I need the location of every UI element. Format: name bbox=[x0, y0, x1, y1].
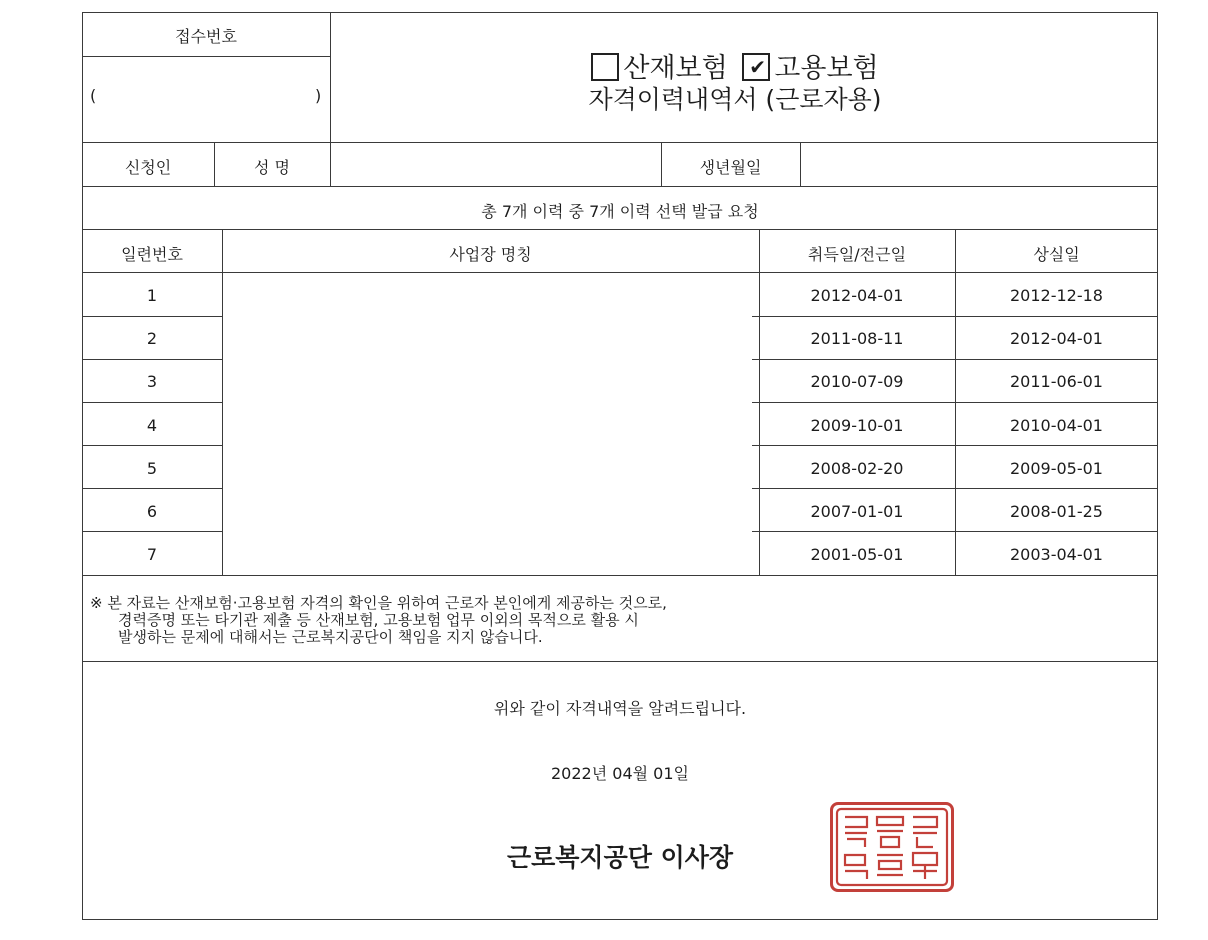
header-serial-no: 일련번호 bbox=[121, 245, 183, 264]
birth-date-label: 생년월일 bbox=[699, 158, 762, 177]
rule bbox=[82, 402, 222, 403]
rule bbox=[82, 445, 222, 446]
lost-date: 2010-04-01 bbox=[1010, 416, 1103, 435]
receipt-number-label: 접수번호 bbox=[175, 27, 237, 46]
rule bbox=[82, 531, 222, 532]
rule bbox=[82, 186, 1158, 187]
industrial-insurance-checkbox[interactable] bbox=[591, 53, 619, 81]
acquired-date: 2001-05-01 bbox=[810, 545, 904, 564]
rule bbox=[759, 229, 760, 575]
document-title: 자격이력내역서 (근로자용) bbox=[588, 85, 882, 114]
issue-summary: 총 7개 이력 중 7개 이력 선택 발급 요청 bbox=[481, 202, 759, 221]
lost-date: 2012-12-18 bbox=[1010, 286, 1103, 305]
rule bbox=[82, 272, 1158, 273]
serial-no: 7 bbox=[146, 545, 158, 564]
acquired-date: 2009-10-01 bbox=[810, 416, 904, 435]
rule bbox=[82, 575, 1158, 576]
rule bbox=[955, 229, 956, 575]
issue-date: 2022년 04월 01일 bbox=[551, 764, 689, 783]
serial-no: 3 bbox=[146, 372, 158, 391]
notification-statement: 위와 같이 자격내역을 알려드립니다. bbox=[493, 699, 747, 718]
lost-date: 2008-01-25 bbox=[1010, 502, 1103, 521]
rule bbox=[82, 316, 222, 317]
rule bbox=[222, 229, 223, 575]
notice-line-2: 경력증명 또는 타기관 제출 등 산재보험, 고용보험 업무 이외의 목적으로 활용 시 bbox=[118, 611, 639, 629]
issuer-name: 근로복지공단 이사장 bbox=[506, 843, 734, 872]
rule bbox=[800, 142, 801, 186]
industrial-insurance-label: 산재보험 bbox=[623, 53, 728, 84]
serial-no: 6 bbox=[146, 502, 158, 521]
notice-line-3: 발생하는 문제에 대해서는 근로복지공단이 책임을 지지 않습니다. bbox=[118, 628, 543, 646]
paren-close: ) bbox=[315, 86, 322, 105]
acquired-date: 2012-04-01 bbox=[810, 286, 904, 305]
rule bbox=[82, 56, 331, 57]
rule bbox=[82, 229, 1158, 230]
rule bbox=[82, 488, 222, 489]
lost-date: 2003-04-01 bbox=[1010, 545, 1103, 564]
employment-insurance-label: 고용보험 bbox=[774, 53, 879, 84]
applicant-label: 신청인 bbox=[124, 158, 172, 177]
official-seal-stamp bbox=[830, 802, 954, 892]
employment-insurance-checkbox[interactable] bbox=[742, 53, 770, 81]
lost-date: 2011-06-01 bbox=[1010, 372, 1103, 391]
serial-no: 2 bbox=[146, 329, 158, 348]
rule bbox=[82, 661, 1158, 662]
receipt-number-field bbox=[100, 80, 310, 110]
rule bbox=[82, 142, 1158, 143]
paren-open: ( bbox=[90, 86, 97, 105]
header-acquired-date: 취득일/전근일 bbox=[807, 245, 907, 264]
lost-date: 2009-05-01 bbox=[1010, 459, 1103, 478]
rule bbox=[82, 359, 222, 360]
lost-date: 2012-04-01 bbox=[1010, 329, 1103, 348]
serial-no: 4 bbox=[146, 416, 158, 435]
acquired-date: 2008-02-20 bbox=[810, 459, 904, 478]
header-lost-date: 상실일 bbox=[1033, 245, 1080, 264]
seal-icon bbox=[833, 805, 951, 889]
acquired-date: 2010-07-09 bbox=[810, 372, 904, 391]
serial-no: 1 bbox=[146, 286, 158, 305]
acquired-date: 2007-01-01 bbox=[810, 502, 904, 521]
name-label: 성 명 bbox=[254, 158, 290, 177]
serial-no: 5 bbox=[146, 459, 158, 478]
header-workplace-name: 사업장 명칭 bbox=[449, 245, 532, 264]
acquired-date: 2011-08-11 bbox=[810, 329, 904, 348]
check-icon: ✔ bbox=[749, 55, 767, 79]
notice-line-1: ※ 본 자료는 산재보험·고용보험 자격의 확인을 위하여 근로자 본인에게 제공하는 것으로, bbox=[90, 594, 667, 612]
